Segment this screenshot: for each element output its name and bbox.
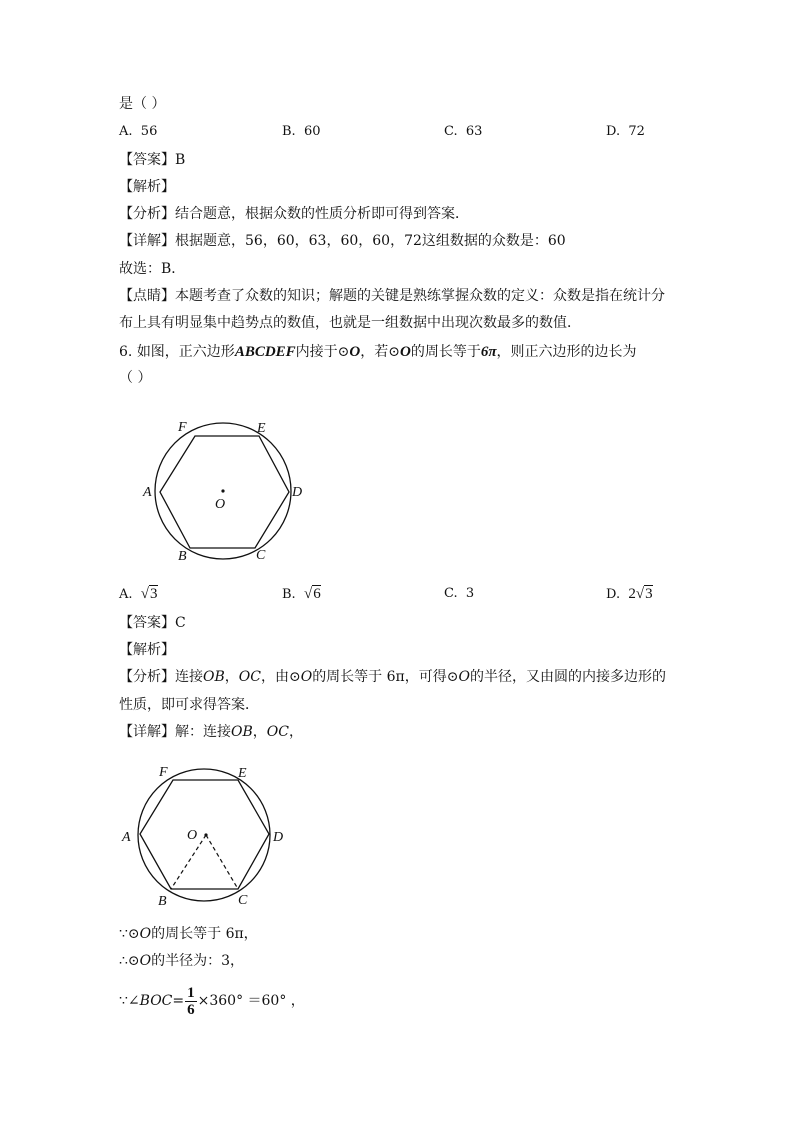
radicand: 3 bbox=[645, 586, 653, 602]
sqrt-expression: √3 bbox=[140, 586, 158, 602]
numerator: 1 bbox=[187, 984, 195, 1001]
stem-text: 的周长等于 bbox=[410, 344, 481, 360]
label-d: D bbox=[273, 830, 284, 845]
circle-o: O bbox=[349, 344, 361, 360]
fenxi-text: 的半径，又由圆的内接多边形的 bbox=[469, 669, 666, 685]
circle-o: O bbox=[139, 926, 152, 942]
option-letter: B. bbox=[282, 587, 296, 602]
option-value: 56 bbox=[140, 124, 158, 139]
q6-option-a bbox=[119, 585, 158, 604]
label-c: C bbox=[256, 548, 266, 563]
xiangjie-text: 解：连接 bbox=[175, 724, 231, 740]
sqrt-expression: √6 bbox=[303, 586, 321, 602]
step-text: ∵∠ bbox=[119, 993, 140, 1009]
fenxi-text: 的周长等于 6π，可得⊙ bbox=[312, 669, 459, 685]
segment-oc: OC bbox=[266, 724, 289, 740]
xiangjie-text: 根据题意，56，60，63，60，60，72这组数据的众数是：60 bbox=[175, 233, 566, 249]
sqrt-expression: 2√3 bbox=[628, 586, 653, 602]
answer-value: C bbox=[175, 615, 186, 631]
stem-text: ，若⊙ bbox=[360, 344, 400, 360]
segment-oc: OC bbox=[238, 669, 261, 685]
q6-answer bbox=[119, 614, 186, 632]
stem-text: ，则正六边形的边长为 bbox=[496, 344, 637, 360]
label-f: F bbox=[178, 420, 187, 435]
q5-option-d bbox=[606, 123, 645, 141]
label-a: A bbox=[122, 830, 131, 845]
circle-o: O bbox=[399, 344, 411, 360]
label-b: B bbox=[158, 894, 167, 909]
answer-value: B bbox=[175, 152, 186, 168]
segment-ob-dashed bbox=[171, 835, 206, 889]
hexagon-name: ABCDEF bbox=[234, 344, 296, 360]
fenxi-text: 连接 bbox=[175, 669, 203, 685]
comma: ， bbox=[224, 669, 239, 685]
q5-option-b bbox=[282, 123, 321, 141]
option-value: 63 bbox=[465, 124, 483, 139]
denominator: 6 bbox=[187, 1001, 195, 1018]
q6-step-3 bbox=[119, 983, 305, 1019]
q6-option-d bbox=[606, 585, 653, 604]
q6-option-b bbox=[282, 585, 321, 604]
equals-sign: = bbox=[172, 993, 185, 1009]
radicand: 6 bbox=[313, 586, 321, 602]
q6-step-2 bbox=[119, 952, 244, 970]
segment-ob: OB bbox=[203, 669, 225, 685]
comma: ， bbox=[288, 724, 303, 740]
q6-option-c bbox=[444, 585, 474, 603]
fenxi-tag: 【分析】 bbox=[119, 206, 175, 222]
label-f: F bbox=[159, 765, 168, 780]
option-letter: D. bbox=[606, 124, 621, 139]
fenxi-tag: 【分析】 bbox=[119, 669, 175, 685]
xiangjie-tag: 【详解】 bbox=[119, 233, 175, 249]
angle-boc: BOC bbox=[139, 993, 173, 1009]
fenxi-text: 结合题意，根据众数的性质分析即可得到答案． bbox=[175, 206, 469, 222]
label-o: O bbox=[187, 828, 198, 843]
label-c: C bbox=[238, 893, 248, 908]
fenxi-text: ，由⊙ bbox=[260, 669, 301, 685]
q5-option-c bbox=[444, 123, 482, 141]
q5-analysis-tag: 【解析】 bbox=[119, 179, 175, 195]
step-text: ∴⊙ bbox=[119, 953, 140, 969]
dianjing-text: 本题考查了众数的知识；解题的关键是熟练掌握众数的定义：众数是指在统计分 bbox=[175, 288, 665, 304]
circumcircle bbox=[138, 769, 270, 901]
option-letter: A. bbox=[119, 124, 133, 139]
dianjing-tag: 【点睛】 bbox=[119, 288, 175, 304]
label-a: A bbox=[143, 485, 152, 500]
circle-o: O bbox=[139, 953, 152, 969]
step-text: ×360° ＝60° ， bbox=[197, 993, 305, 1009]
stem-text: 内接于⊙ bbox=[295, 344, 350, 360]
q6-stem bbox=[119, 343, 637, 361]
stem-text: 如图，正六边形 bbox=[136, 344, 235, 360]
option-letter: B. bbox=[282, 124, 296, 139]
fraction-one-sixth bbox=[185, 985, 197, 1018]
option-value: 3 bbox=[465, 586, 475, 601]
circle-o: O bbox=[300, 669, 313, 685]
hexagon-figure-1 bbox=[138, 408, 318, 568]
q6-paren: （ ） bbox=[119, 370, 152, 386]
q5-fenxi bbox=[119, 205, 469, 223]
option-letter: D. bbox=[606, 587, 621, 602]
step-text: ∵⊙ bbox=[119, 926, 140, 942]
q5-answer bbox=[119, 151, 185, 169]
q6-fenxi-line1 bbox=[119, 668, 666, 686]
q5-dianjing-line1 bbox=[119, 287, 665, 305]
option-letter: A. bbox=[119, 587, 133, 602]
q5-option-a bbox=[119, 123, 157, 141]
xiangjie-tag: 【详解】 bbox=[119, 724, 175, 740]
answer-tag: 【答案】 bbox=[119, 152, 175, 168]
segment-oc-dashed bbox=[206, 835, 238, 889]
q6-fenxi-line2: 性质，即可求得答案． bbox=[119, 697, 259, 713]
label-b: B bbox=[178, 549, 187, 564]
step-text: 的半径为：3， bbox=[151, 953, 245, 969]
q6-analysis-tag: 【解析】 bbox=[119, 642, 175, 658]
label-o: O bbox=[215, 497, 226, 512]
step-text: 的周长等于 6π， bbox=[151, 926, 258, 942]
q5-guxuan: 故选：B． bbox=[119, 261, 186, 277]
q5-dianjing-line2: 布上具有明显集中趋势点的数值，也就是一组数据中出现次数最多的数值． bbox=[119, 315, 581, 331]
label-d: D bbox=[292, 485, 303, 500]
label-e: E bbox=[238, 766, 247, 781]
q5-tail: 是（ ） bbox=[119, 96, 166, 112]
radicand: 3 bbox=[150, 586, 158, 602]
hexagon bbox=[160, 436, 289, 548]
center-point bbox=[221, 489, 224, 492]
option-letter: C. bbox=[444, 586, 458, 601]
option-value: 72 bbox=[628, 124, 645, 139]
q5-xiangjie bbox=[119, 232, 566, 250]
hexagon-figure-2 bbox=[118, 760, 298, 915]
option-letter: C. bbox=[444, 124, 458, 139]
label-e: E bbox=[257, 421, 266, 436]
six-pi: 6π bbox=[480, 344, 497, 360]
q6-xiangjie bbox=[119, 723, 303, 741]
option-value: 60 bbox=[303, 124, 321, 139]
question-number: 6. bbox=[119, 344, 133, 360]
comma: ， bbox=[252, 724, 267, 740]
center-point bbox=[204, 833, 207, 836]
answer-tag: 【答案】 bbox=[119, 615, 175, 631]
circle-o: O bbox=[458, 669, 470, 685]
q6-step-1 bbox=[119, 925, 258, 943]
coefficient: 2 bbox=[628, 586, 636, 602]
segment-ob: OB bbox=[231, 724, 253, 740]
